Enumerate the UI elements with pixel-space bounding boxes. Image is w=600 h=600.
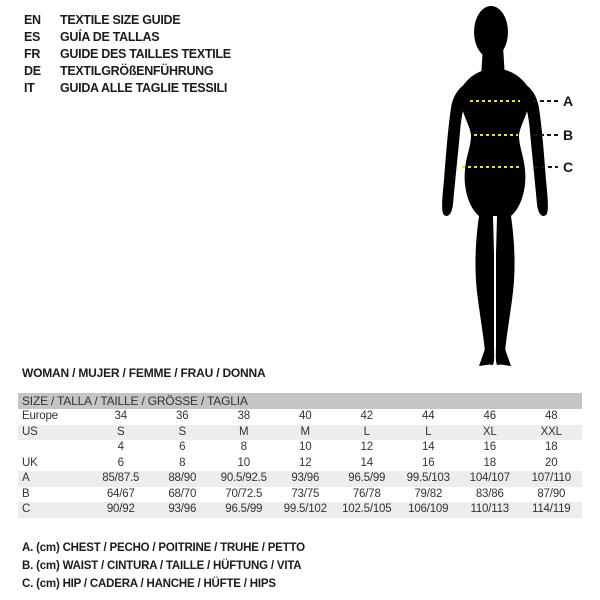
language-title: GUIDE DES TAILLES TEXTILE <box>60 47 231 61</box>
size-value: M <box>300 425 310 438</box>
row-label: B <box>22 487 30 500</box>
size-value: 107/110 <box>531 472 571 484</box>
footnote-line: A. (cm) CHEST / PECHO / POITRINE / TRUHE / PETTO <box>22 542 305 554</box>
size-value: 64/67 <box>106 487 135 500</box>
language-title: GUÍA DE TALLAS <box>60 30 160 44</box>
size-value: L <box>425 425 432 438</box>
chest-measure-line <box>470 100 520 102</box>
size-value: 93/96 <box>168 503 197 515</box>
language-title: TEXTILGRÖßENFÜHRUNG <box>60 64 214 78</box>
language-title: GUIDA ALLE TAGLIE TESSILI <box>60 81 228 95</box>
language-row <box>24 80 231 97</box>
size-value: 10 <box>237 456 250 469</box>
footnote-line: B. (cm) WAIST / CINTURA / TAILLE / HÜFTUNG / VITA <box>22 560 302 572</box>
size-value: 70/72.5 <box>225 487 263 500</box>
size-value: 99.5/103 <box>406 472 450 484</box>
table-row <box>18 487 582 503</box>
size-table <box>18 393 582 518</box>
size-value: XL <box>482 425 497 438</box>
size-value: 73/75 <box>291 487 320 500</box>
size-value: 10 <box>299 441 312 453</box>
size-value: XXL <box>540 425 562 438</box>
size-value: 87/90 <box>537 487 566 500</box>
hip-leader-line <box>534 166 558 168</box>
size-value: 4 <box>117 441 124 453</box>
size-value: 42 <box>360 410 373 422</box>
size-table-body <box>18 409 582 518</box>
silhouette-right-leg <box>496 216 515 365</box>
size-value: 106/109 <box>408 503 449 515</box>
size-value: 18 <box>483 456 496 469</box>
size-value: 8 <box>240 441 247 453</box>
table-row <box>18 456 582 472</box>
size-value: 79/82 <box>414 487 443 500</box>
hip-measure-line <box>462 166 522 168</box>
size-value: 88/90 <box>168 472 197 484</box>
measurement-footnotes <box>22 539 305 593</box>
size-value: S <box>178 425 186 438</box>
size-value: 18 <box>545 441 558 453</box>
language-title: TEXTILE SIZE GUIDE <box>60 13 181 27</box>
size-value: S <box>117 425 125 438</box>
size-value: 40 <box>299 410 312 422</box>
language-row <box>24 12 231 29</box>
size-value: 83/86 <box>475 487 504 500</box>
language-list <box>24 12 231 97</box>
size-table-header: SIZE / TALLA / TAILLE / GRÖSSE / TAGLIA <box>18 393 582 409</box>
size-value: 114/119 <box>532 503 571 515</box>
waist-marker-label: B <box>563 127 574 143</box>
size-value: 85/87.5 <box>102 472 140 484</box>
table-row <box>18 502 582 518</box>
size-value: 48 <box>545 410 558 422</box>
hip-marker-label: C <box>563 159 574 175</box>
size-value: 102.5/105 <box>342 503 392 515</box>
size-value: 46 <box>483 410 496 422</box>
size-value: 6 <box>117 456 124 469</box>
size-value: 76/78 <box>352 487 381 500</box>
size-value: 93/96 <box>291 472 320 484</box>
silhouette-left-foot <box>479 349 493 366</box>
row-label: Europe <box>22 410 58 422</box>
row-label <box>18 440 90 456</box>
footnote-line: C. (cm) HIP / CADERA / HANCHE / HÜFTE / HIPS <box>22 578 276 590</box>
size-value: 68/70 <box>168 487 197 500</box>
row-label: UK <box>22 456 38 469</box>
size-value: 44 <box>422 410 435 422</box>
table-row <box>18 440 582 456</box>
silhouette-torso <box>460 68 530 216</box>
chest-marker-label: A <box>563 93 574 109</box>
size-value: 6 <box>179 441 186 453</box>
size-value: 16 <box>422 456 435 469</box>
table-row <box>18 425 582 441</box>
table-row <box>18 409 582 425</box>
size-value: 90/92 <box>106 503 135 515</box>
section-title-woman: WOMAN / MUJER / FEMME / FRAU / DONNA <box>22 366 266 380</box>
table-row <box>18 471 582 487</box>
size-value: 8 <box>179 456 186 469</box>
language-row <box>24 29 231 46</box>
language-code: EN <box>24 13 41 27</box>
size-value: M <box>239 425 249 438</box>
row-label: US <box>22 425 38 438</box>
language-code: DE <box>24 64 41 78</box>
row-label: A <box>22 472 30 484</box>
size-value: 16 <box>483 441 496 453</box>
size-value: 104/107 <box>469 472 510 484</box>
size-value: 99.5/102 <box>283 503 327 515</box>
size-value: 12 <box>299 456 312 469</box>
language-code: FR <box>24 47 41 61</box>
language-row <box>24 63 231 80</box>
size-value: 12 <box>360 441 373 453</box>
size-value: 96.5/99 <box>348 472 386 484</box>
size-value: 34 <box>114 410 127 422</box>
size-value: 36 <box>176 410 189 422</box>
row-label: C <box>22 503 31 515</box>
size-value: 90.5/92.5 <box>220 472 267 484</box>
language-code: ES <box>24 30 41 44</box>
size-value: 14 <box>360 456 373 469</box>
silhouette-left-leg <box>475 216 494 365</box>
waist-measure-line <box>474 134 518 136</box>
size-value: 20 <box>545 456 558 469</box>
woman-silhouette-image <box>408 4 590 370</box>
size-value: 96.5/99 <box>225 503 263 515</box>
chest-leader-line <box>533 100 558 102</box>
waist-leader-line <box>533 134 558 136</box>
silhouette-right-foot <box>497 349 511 366</box>
language-code: IT <box>24 81 35 95</box>
size-value: 38 <box>237 410 250 422</box>
language-row <box>24 46 231 63</box>
size-value: L <box>363 425 370 438</box>
size-value: 110/113 <box>470 503 509 515</box>
size-value: 14 <box>422 441 435 453</box>
